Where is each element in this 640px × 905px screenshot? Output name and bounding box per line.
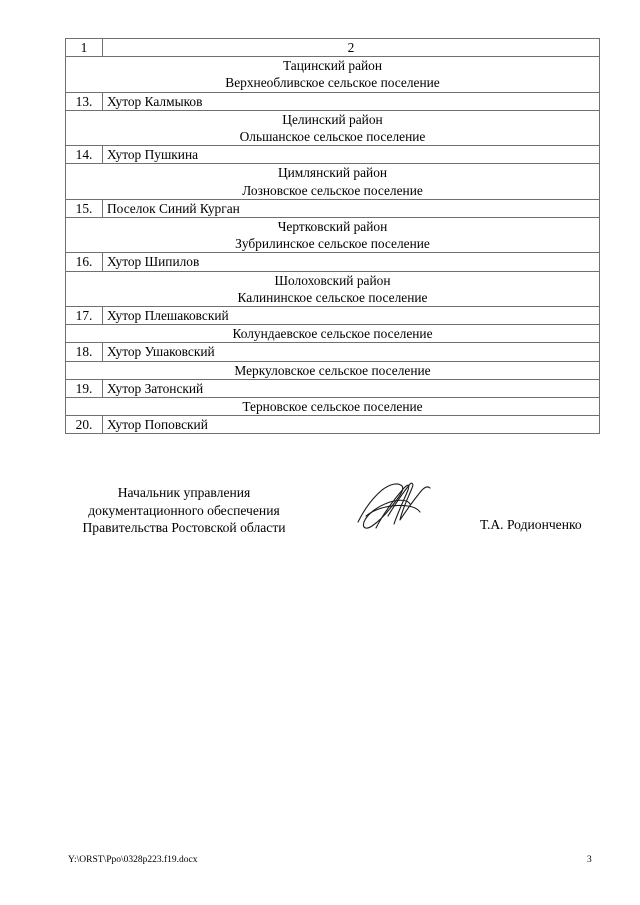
page-number: 3: [587, 855, 592, 865]
signature-block: [0, 484, 640, 544]
signatory-title-line: Правительства Ростовской области: [82, 520, 286, 535]
table-row: [66, 379, 600, 397]
table-row: [66, 416, 600, 434]
locality-name: Хутор Затонский: [103, 379, 600, 397]
settlement-name: Ольшанское сельское поселение: [239, 129, 426, 145]
locality-name: Хутор Шипилов: [103, 253, 600, 271]
locality-name: Хутор Пушкина: [103, 146, 600, 164]
locality-name: Хутор Поповский: [103, 416, 600, 434]
row-number: 17.: [66, 307, 103, 325]
district-cell: [66, 271, 600, 306]
district-row: [66, 110, 600, 145]
district-row: [66, 164, 600, 199]
table-row: [66, 199, 600, 217]
district-row: [66, 271, 600, 306]
locality-name: Хутор Калмыков: [103, 92, 600, 110]
table-row: [66, 343, 600, 361]
settlement-row: [66, 398, 600, 416]
settlement-name: Терновское сельское поселение: [66, 398, 600, 416]
district-name: Целинский район: [282, 111, 383, 127]
locality-name: Поселок Синий Курган: [103, 199, 600, 217]
settlements-table: [65, 38, 600, 434]
district-cell: [66, 164, 600, 199]
footer-file-path: Y:\ORST\Ppo\0328p223.f19.docx: [68, 855, 198, 865]
settlement-name: Лозновское сельское поселение: [242, 182, 423, 198]
table-row: [66, 92, 600, 110]
district-name: Тацинский район: [282, 58, 383, 74]
district-cell: [66, 110, 600, 145]
row-number: 18.: [66, 343, 103, 361]
settlement-name: Колундаевское сельское поселение: [66, 325, 600, 343]
row-number: 20.: [66, 416, 103, 434]
settlement-name: Калининское сельское поселение: [237, 289, 428, 305]
signatory-title-line: Начальник управления: [117, 485, 251, 500]
row-number: 15.: [66, 199, 103, 217]
header-col-1: 1: [66, 39, 103, 57]
district-row: [66, 218, 600, 253]
table-row: [66, 253, 600, 271]
settlement-row: [66, 325, 600, 343]
settlement-name: Меркуловское сельское поселение: [66, 361, 600, 379]
district-name: Чертковский район: [277, 219, 388, 235]
signatory-name: Т.А. Родионченко: [480, 517, 582, 532]
table-row: [66, 146, 600, 164]
district-name: Цимлянский район: [277, 165, 388, 181]
district-row: [66, 57, 600, 92]
locality-name: Хутор Ушаковский: [103, 343, 600, 361]
district-name: Шолоховский район: [274, 272, 391, 288]
district-cell: [66, 57, 600, 92]
row-number: 13.: [66, 92, 103, 110]
settlement-name: Верхнеобливское сельское поселение: [225, 75, 440, 91]
row-number: 16.: [66, 253, 103, 271]
signatory-title-line: документационного обеспечения: [88, 502, 280, 518]
district-cell: [66, 218, 600, 253]
table-header-row: [66, 39, 600, 57]
handwritten-signature-icon: [352, 476, 434, 536]
row-number: 14.: [66, 146, 103, 164]
locality-name: Хутор Плешаковский: [103, 307, 600, 325]
table-row: [66, 307, 600, 325]
header-col-2: 2: [103, 39, 600, 57]
settlement-row: [66, 361, 600, 379]
row-number: 19.: [66, 379, 103, 397]
signatory-title: [60, 484, 308, 537]
settlement-name: Зубрилинское сельское поселение: [235, 236, 430, 252]
